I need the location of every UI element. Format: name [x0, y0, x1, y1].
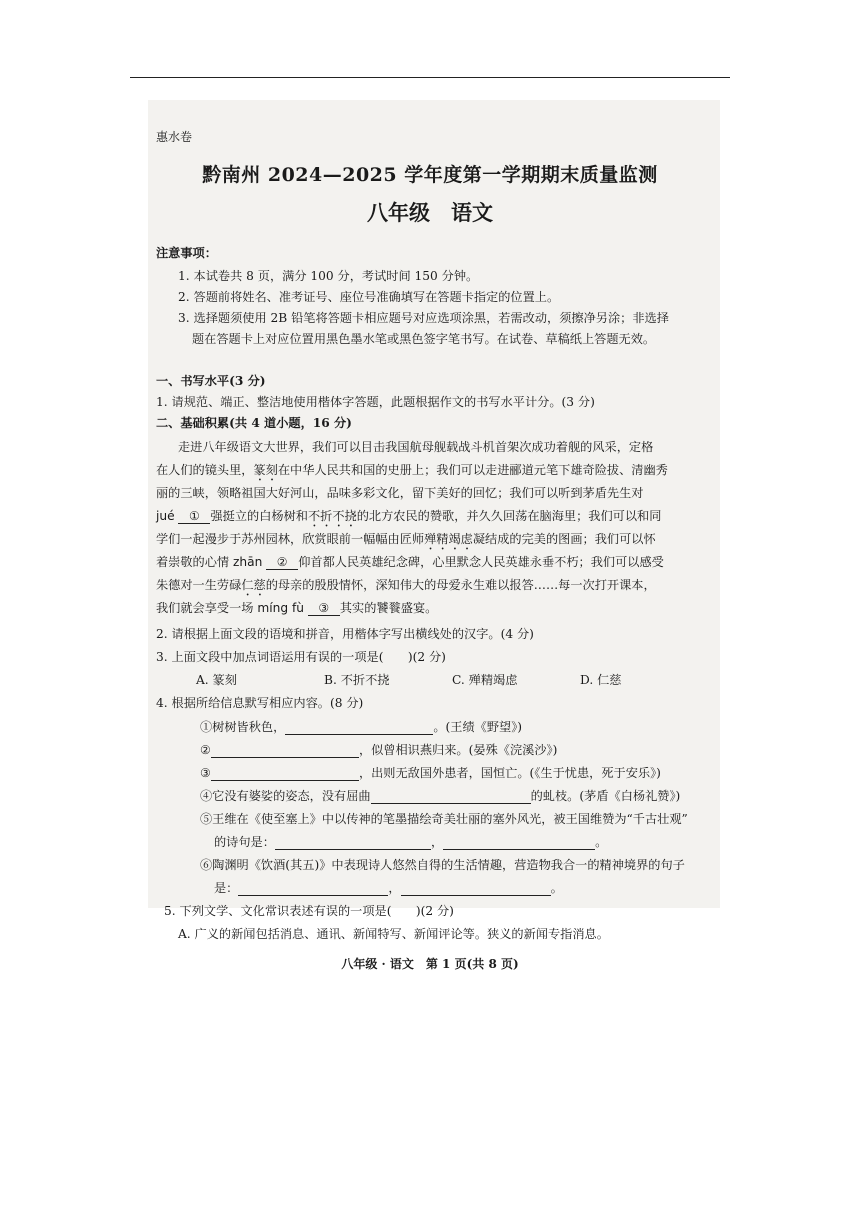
q3-option-a: A. 篆刻	[196, 673, 237, 687]
q5-option-a: A. 广义的新闻包括消息、通讯、新闻特写、新闻评论等。狭义的新闻专指消息。	[178, 927, 609, 941]
pinyin-mingfu: míng fù	[257, 601, 304, 615]
passage-line-5: 学们一起漫步于苏州园林，欣赏眼前一幅幅由匠师殚精竭虑凝结成的完美的图画；我们可以怀	[156, 532, 656, 546]
question-5: 5. 下列文学、文化常识表述有误的一项是( )(2 分)	[164, 904, 454, 918]
answer-blank	[371, 791, 531, 804]
answer-blank	[401, 883, 551, 896]
question-1: 1. 请规范、端正、整洁地使用楷体字答题，此题根据作文的书写水平计分。(3 分)	[156, 395, 595, 409]
answer-blank	[285, 722, 433, 735]
passage-line-3: 丽的三峡，领略祖国大好河山，品味多彩文化，留下美好的回忆；我们可以听到茅盾先生对	[156, 486, 644, 500]
top-rule	[130, 77, 730, 78]
question-2: 2. 请根据上面文段的语境和拼音，用楷体字写出横线处的汉字。(4 分)	[156, 627, 534, 641]
q3-option-c: C. 殚精竭虑	[452, 673, 518, 687]
q4-item-5-cont: 的诗句是： ， 。	[214, 835, 608, 849]
notice-item-1: 1. 本试卷共 8 页，满分 100 分，考试时间 150 分钟。	[178, 269, 479, 283]
dotted-word-buzhebunao: 不折不挠	[307, 509, 357, 523]
q4-item-6-cont: 是： ， 。	[214, 881, 563, 895]
dotted-word-zhuanke: 篆刻	[253, 463, 278, 477]
answer-blank	[238, 883, 388, 896]
answer-blank	[211, 745, 359, 758]
passage-line-6: 着崇敬的心情 zhān ② 仰首都人民英雄纪念碑，心里默念人民英雄永垂不朽；我们可以感受	[156, 555, 664, 569]
answer-blank	[443, 837, 595, 850]
passage-line-8: 我们就会享受一场 míng fù ③ 其实的饕餮盛宴。	[156, 601, 438, 615]
q3-option-d: D. 仁慈	[580, 673, 622, 687]
answer-blank	[275, 837, 431, 850]
q4-item-4: ④它没有婆娑的姿态，没有屈曲 的虬枝。(茅盾《白杨礼赞》)	[200, 789, 681, 803]
passage-line-1: 走进八年级语文大世界，我们可以目击我国航母舰载战斗机首架次成功着舰的风采，定格	[178, 440, 654, 454]
paper-tag: 惠水卷	[156, 130, 193, 144]
notice-item-3-cont: 题在答题卡上对应位置用黑色墨水笔或黑色签字笔书写。在试卷、草稿纸上答题无效。	[192, 332, 656, 346]
page-title: 黔南州 2024—2025 学年度第一学期期末质量监测	[202, 164, 658, 186]
answer-blank	[211, 768, 359, 781]
q4-item-6: ⑥陶渊明《饮酒(其五)》中表现诗人悠然自得的生活情趣，营造物我合一的精神境界的句子	[200, 858, 685, 872]
dotted-word-renci: 仁慈	[241, 578, 266, 592]
section1-heading: 一、书写水平(3 分)	[156, 374, 266, 388]
q3-option-b: B. 不折不挠	[324, 673, 390, 687]
page-footer: 八年级 · 语文 第 1 页(共 8 页)	[341, 957, 519, 971]
q4-item-3: ③ ，出则无敌国外患者，国恒亡。(《生于忧患，死于安乐》)	[200, 766, 661, 780]
notice-item-2: 2. 答题前将姓名、准考证号、座位号准确填写在答题卡指定的位置上。	[178, 290, 560, 304]
page-subtitle: 八年级 语文	[367, 200, 493, 225]
q4-item-1: ①树树皆秋色， 。(王绩《野望》)	[200, 720, 523, 734]
q4-item-2: ② ，似曾相识燕归来。(晏殊《浣溪沙》)	[200, 743, 558, 757]
section2-heading: 二、基础积累(共 4 道小题，16 分)	[156, 416, 352, 430]
notice-item-3: 3. 选择题须使用 2B 铅笔将答题卡相应题号对应选项涂黑，若需改动，须擦净另涂；非选择	[178, 311, 669, 325]
pinyin-zhan: zhān	[233, 555, 263, 569]
passage-line-2: 在人们的镜头里，篆刻在中华人民共和国的史册上；我们可以走进郦道元笔下雄奇险拔、清幽秀	[156, 463, 668, 477]
question-3: 3. 上面文段中加点词语运用有误的一项是( )(2 分)	[156, 650, 446, 664]
passage-line-4: jué ① 强挺立的白杨树和不折不挠的北方农民的赞歌，并久久回荡在脑海里；我们可以和同	[156, 509, 662, 523]
blank-2: ②	[266, 555, 298, 570]
notice-heading: 注意事项：	[156, 246, 217, 260]
question-4: 4. 根据所给信息默写相应内容。(8 分)	[156, 696, 364, 710]
passage-line-7: 朱德对一生劳碌仁慈的母亲的殷殷情怀，深知伟大的母爱永生难以报答……每一次打开课本，	[156, 578, 656, 592]
q4-item-5: ⑤王维在《使至塞上》中以传神的笔墨描绘奇美壮丽的塞外风光，被王国维赞为“千古壮观”	[200, 812, 688, 826]
blank-1: ①	[178, 509, 210, 524]
blank-3: ③	[308, 601, 340, 616]
dotted-word-danjingjielü: 殚精竭虑	[424, 532, 473, 546]
pinyin-jue: jué	[156, 509, 175, 523]
